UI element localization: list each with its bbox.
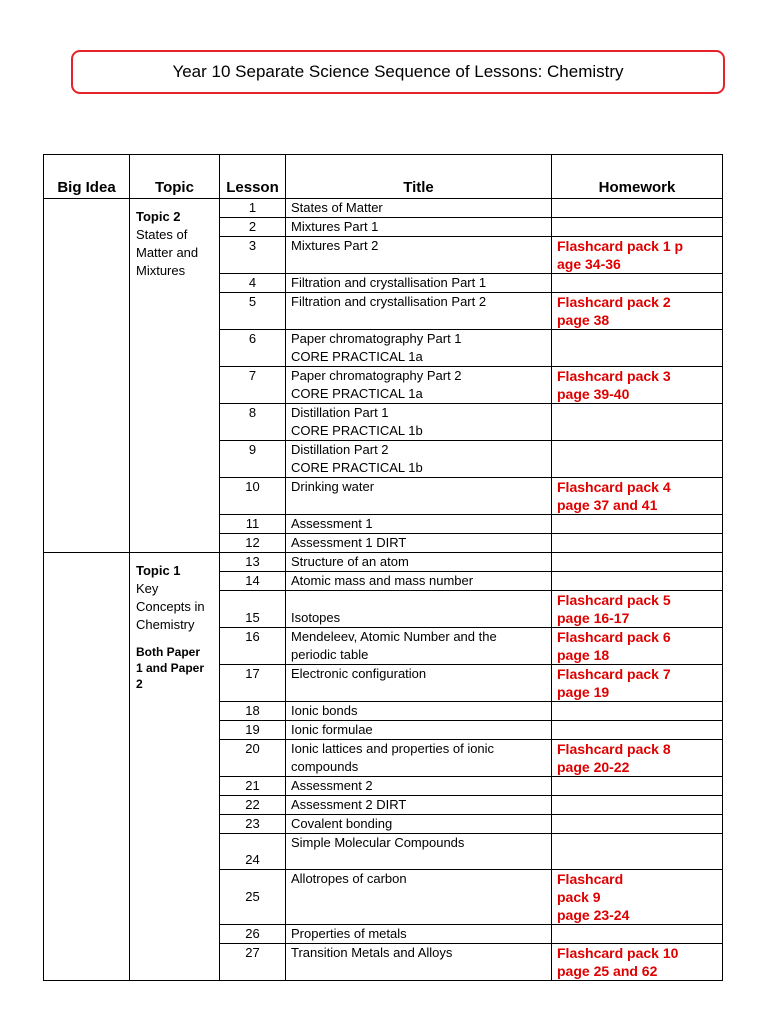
homework-cell bbox=[552, 740, 723, 777]
homework-cell bbox=[552, 702, 723, 721]
homework-cell bbox=[552, 628, 723, 665]
lesson-title-line: Filtration and crystallisation Part 1 bbox=[291, 275, 487, 290]
lesson-title bbox=[286, 441, 552, 478]
lesson-title bbox=[286, 796, 552, 815]
lesson-number: 7 bbox=[220, 367, 286, 404]
homework-line: Flashcard pack 3 bbox=[557, 368, 671, 384]
lesson-title-line: CORE PRACTICAL 1b bbox=[291, 423, 423, 438]
homework-cell bbox=[552, 834, 723, 870]
homework-cell bbox=[552, 870, 723, 925]
lesson-title-line: CORE PRACTICAL 1a bbox=[291, 386, 423, 401]
lesson-title-line: Atomic mass and mass number bbox=[291, 573, 474, 588]
homework-cell bbox=[552, 515, 723, 534]
homework-cell bbox=[552, 925, 723, 944]
lesson-title bbox=[286, 777, 552, 796]
homework-line: pack 9 bbox=[557, 889, 601, 905]
lesson-title-line: Assessment 2 DIRT bbox=[291, 797, 407, 812]
topic-cell bbox=[130, 553, 220, 981]
lesson-title bbox=[286, 199, 552, 218]
lesson-title bbox=[286, 515, 552, 534]
lesson-title-line: compounds bbox=[291, 759, 359, 774]
topic-note: Both Paper 1 and Paper 2 bbox=[136, 645, 205, 691]
homework-cell bbox=[552, 199, 723, 218]
lesson-title bbox=[286, 534, 552, 553]
lesson-number: 9 bbox=[220, 441, 286, 478]
lesson-title bbox=[286, 330, 552, 367]
homework-cell bbox=[552, 404, 723, 441]
lesson-title bbox=[286, 870, 552, 925]
homework-cell bbox=[552, 721, 723, 740]
lesson-title-line: CORE PRACTICAL 1b bbox=[291, 460, 423, 475]
col-header-topic: Topic bbox=[130, 155, 220, 199]
homework-line: page 20-22 bbox=[557, 759, 630, 775]
homework-cell bbox=[552, 796, 723, 815]
lesson-number: 15 bbox=[220, 591, 286, 628]
lesson-title-line: Covalent bonding bbox=[291, 816, 393, 831]
lesson-title-line: Structure of an atom bbox=[291, 554, 409, 569]
lesson-title bbox=[286, 628, 552, 665]
lesson-title bbox=[286, 293, 552, 330]
homework-cell bbox=[552, 553, 723, 572]
lesson-title bbox=[286, 702, 552, 721]
homework-cell bbox=[552, 944, 723, 981]
homework-cell bbox=[552, 534, 723, 553]
lesson-number: 18 bbox=[220, 702, 286, 721]
lesson-number: 1 bbox=[220, 199, 286, 218]
homework-line: page 18 bbox=[557, 647, 610, 663]
lesson-title bbox=[286, 721, 552, 740]
big-idea-cell bbox=[44, 553, 130, 981]
homework-line: page 23-24 bbox=[557, 907, 630, 923]
lesson-title bbox=[286, 367, 552, 404]
homework-cell bbox=[552, 330, 723, 367]
homework-line: page 16-17 bbox=[557, 610, 630, 626]
lesson-title-line: Ionic bonds bbox=[291, 703, 358, 718]
topic-title: Topic 1 bbox=[136, 563, 181, 578]
document-title: Year 10 Separate Science Sequence of Lessons: Chemistry bbox=[172, 62, 624, 81]
homework-cell bbox=[552, 815, 723, 834]
lesson-number: 25 bbox=[220, 870, 286, 925]
lesson-title-line: Simple Molecular Compounds bbox=[291, 835, 465, 850]
lesson-number: 27 bbox=[220, 944, 286, 981]
lesson-title bbox=[286, 591, 552, 628]
lesson-number: 24 bbox=[220, 834, 286, 870]
lesson-number: 22 bbox=[220, 796, 286, 815]
lesson-title-line: Properties of metals bbox=[291, 926, 407, 941]
homework-line: page 37 and 41 bbox=[557, 497, 658, 513]
homework-line: Flashcard pack 10 bbox=[557, 945, 679, 961]
homework-cell bbox=[552, 237, 723, 274]
lesson-title-line: Paper chromatography Part 2 bbox=[291, 368, 462, 383]
lesson-title-line: Distillation Part 1 bbox=[291, 405, 389, 420]
col-header-lesson: Lesson bbox=[220, 155, 286, 199]
lesson-title-line: Isotopes bbox=[291, 610, 341, 625]
lesson-title bbox=[286, 834, 552, 870]
lesson-number: 5 bbox=[220, 293, 286, 330]
lesson-number: 14 bbox=[220, 572, 286, 591]
lesson-title-line: Filtration and crystallisation Part 2 bbox=[291, 294, 487, 309]
topic-name: States of Matter and Mixtures bbox=[136, 227, 199, 278]
document-title-box bbox=[71, 50, 725, 94]
lesson-title-line: Mendeleev, Atomic Number and the bbox=[291, 629, 497, 644]
homework-line: Flashcard pack 7 bbox=[557, 666, 671, 682]
lesson-number: 4 bbox=[220, 274, 286, 293]
homework-line: page 38 bbox=[557, 312, 610, 328]
homework-line: Flashcard bbox=[557, 871, 624, 887]
homework-line: Flashcard pack 5 bbox=[557, 592, 671, 608]
topic-cell bbox=[130, 199, 220, 553]
lesson-title bbox=[286, 665, 552, 702]
homework-line: Flashcard pack 1 p bbox=[557, 238, 684, 254]
lesson-title bbox=[286, 218, 552, 237]
big-idea-cell bbox=[44, 199, 130, 553]
homework-line: Flashcard pack 8 bbox=[557, 741, 671, 757]
lesson-title bbox=[286, 274, 552, 293]
lesson-title bbox=[286, 815, 552, 834]
lesson-number: 8 bbox=[220, 404, 286, 441]
lesson-number: 3 bbox=[220, 237, 286, 274]
table-row bbox=[44, 199, 723, 218]
lesson-title-line: Transition Metals and Alloys bbox=[291, 945, 453, 960]
lesson-title-line: Mixtures Part 1 bbox=[291, 219, 379, 234]
homework-cell bbox=[552, 665, 723, 702]
lesson-title-line: Allotropes of carbon bbox=[291, 871, 407, 886]
lesson-title-line: CORE PRACTICAL 1a bbox=[291, 349, 423, 364]
col-header-big-idea: Big Idea bbox=[44, 155, 130, 199]
lesson-number: 19 bbox=[220, 721, 286, 740]
lesson-title-line: Ionic lattices and properties of ionic bbox=[291, 741, 495, 756]
homework-line: age 34-36 bbox=[557, 256, 621, 272]
col-header-homework: Homework bbox=[552, 155, 723, 199]
homework-cell bbox=[552, 293, 723, 330]
lesson-number: 16 bbox=[220, 628, 286, 665]
lesson-title-line: States of Matter bbox=[291, 200, 383, 215]
homework-line: Flashcard pack 4 bbox=[557, 479, 671, 495]
lesson-title-line: Assessment 1 DIRT bbox=[291, 535, 407, 550]
lesson-number: 10 bbox=[220, 478, 286, 515]
topic-title: Topic 2 bbox=[136, 209, 181, 224]
table-row bbox=[44, 553, 723, 572]
homework-line: Flashcard pack 6 bbox=[557, 629, 671, 645]
lesson-title-line: Electronic configuration bbox=[291, 666, 427, 681]
lesson-title-line: Assessment 2 bbox=[291, 778, 373, 793]
lesson-number: 20 bbox=[220, 740, 286, 777]
lesson-number: 26 bbox=[220, 925, 286, 944]
lesson-number: 13 bbox=[220, 553, 286, 572]
col-header-title: Title bbox=[286, 155, 552, 199]
lesson-title-line: Drinking water bbox=[291, 479, 375, 494]
lesson-title-line: Ionic formulae bbox=[291, 722, 373, 737]
lesson-title bbox=[286, 572, 552, 591]
lesson-title-line: Paper chromatography Part 1 bbox=[291, 331, 462, 346]
homework-cell bbox=[552, 478, 723, 515]
homework-cell bbox=[552, 777, 723, 796]
lesson-title bbox=[286, 478, 552, 515]
topic-name: Key Concepts in Chemistry bbox=[136, 581, 205, 632]
homework-cell bbox=[552, 274, 723, 293]
homework-line: page 19 bbox=[557, 684, 610, 700]
lesson-number: 23 bbox=[220, 815, 286, 834]
table-body bbox=[44, 199, 723, 981]
lesson-title-line: Mixtures Part 2 bbox=[291, 238, 379, 253]
lesson-number: 11 bbox=[220, 515, 286, 534]
header-row bbox=[44, 155, 723, 199]
homework-cell bbox=[552, 591, 723, 628]
lesson-title bbox=[286, 404, 552, 441]
lesson-title bbox=[286, 237, 552, 274]
lesson-title bbox=[286, 553, 552, 572]
homework-cell bbox=[552, 367, 723, 404]
lesson-number: 17 bbox=[220, 665, 286, 702]
lesson-title-line: Distillation Part 2 bbox=[291, 442, 389, 457]
lesson-title bbox=[286, 740, 552, 777]
lesson-number: 6 bbox=[220, 330, 286, 367]
lesson-number: 21 bbox=[220, 777, 286, 796]
homework-cell bbox=[552, 572, 723, 591]
homework-cell bbox=[552, 441, 723, 478]
homework-line: Flashcard pack 2 bbox=[557, 294, 671, 310]
lesson-title bbox=[286, 944, 552, 981]
lesson-title bbox=[286, 925, 552, 944]
lesson-number: 2 bbox=[220, 218, 286, 237]
homework-cell bbox=[552, 218, 723, 237]
lesson-number: 12 bbox=[220, 534, 286, 553]
homework-line: page 39-40 bbox=[557, 386, 630, 402]
lesson-sequence-table bbox=[43, 154, 723, 981]
homework-line: page 25 and 62 bbox=[557, 963, 658, 979]
lesson-title-line: Assessment 1 bbox=[291, 516, 373, 531]
lesson-title-line: periodic table bbox=[291, 647, 369, 662]
